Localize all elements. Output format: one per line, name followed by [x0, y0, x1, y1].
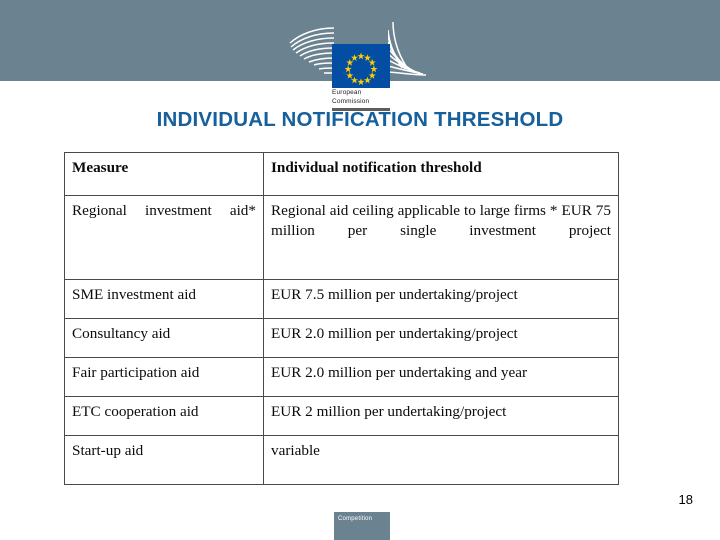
- cell-threshold: EUR 2.0 million per undertaking and year: [264, 358, 619, 397]
- european-commission-logo: [286, 22, 436, 105]
- table-row: [65, 397, 619, 436]
- cell-threshold: EUR 7.5 million per undertaking/project: [264, 280, 619, 319]
- page-number: 18: [678, 492, 693, 507]
- notification-threshold-table: [64, 152, 619, 485]
- logo-wordmark: [332, 89, 394, 106]
- table-row: [65, 196, 619, 280]
- competition-badge-label: Competition: [338, 516, 373, 522]
- table-row: [65, 436, 619, 485]
- table-row: [65, 280, 619, 319]
- cell-measure: Start-up aid: [65, 436, 264, 485]
- cell-threshold: Regional aid ceiling applicable to large firms * EUR 75 million per single investment project: [264, 196, 619, 280]
- cell-threshold: variable: [264, 436, 619, 485]
- logo-flourish-left-icon: [286, 22, 334, 84]
- logo-wordmark-line2: Commission: [332, 97, 370, 105]
- table-row: [65, 319, 619, 358]
- table-header-row: [65, 153, 619, 196]
- competition-badge: [334, 512, 390, 540]
- cell-measure: Fair participation aid: [65, 358, 264, 397]
- cell-measure: Consultancy aid: [65, 319, 264, 358]
- logo-flourish-right-icon: [388, 22, 436, 84]
- cell-threshold: EUR 2.0 million per undertaking/project: [264, 319, 619, 358]
- eu-flag-icon: [332, 44, 390, 88]
- cell-threshold: EUR 2 million per undertaking/project: [264, 397, 619, 436]
- cell-measure: ETC cooperation aid: [65, 397, 264, 436]
- column-header-measure: Measure: [65, 153, 264, 196]
- cell-measure: Regional investment aid*: [65, 196, 264, 280]
- cell-measure: SME investment aid: [65, 280, 264, 319]
- page-title: INDIVIDUAL NOTIFICATION THRESHOLD: [156, 108, 564, 131]
- column-header-threshold: Individual notification threshold: [264, 153, 619, 196]
- logo-wordmark-line1: European: [332, 89, 362, 96]
- table-row: [65, 358, 619, 397]
